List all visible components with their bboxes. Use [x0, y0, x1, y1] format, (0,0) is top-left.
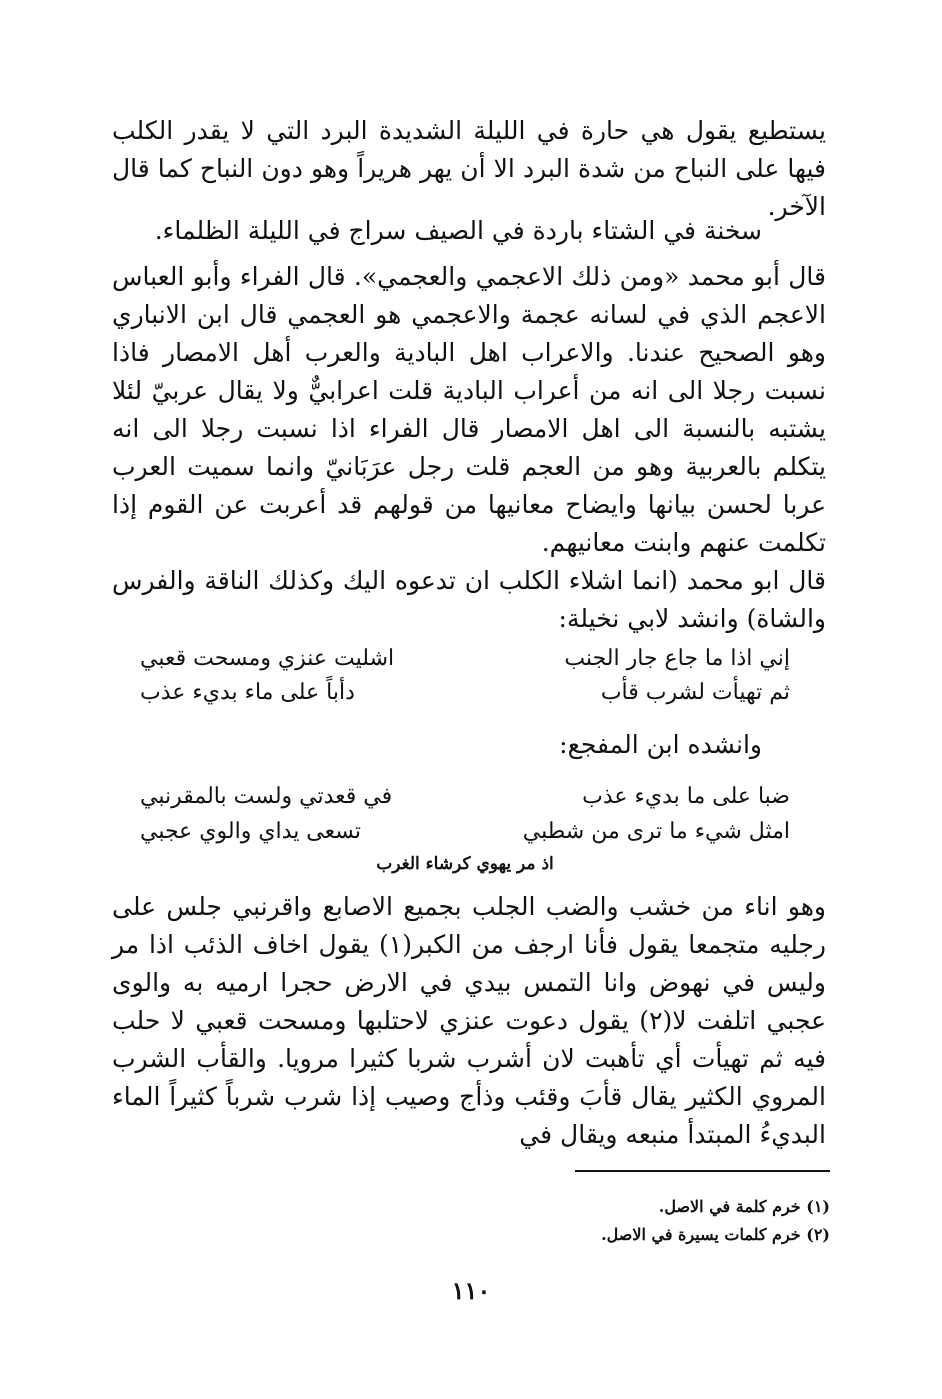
paragraph-5: وانشده ابن المفجع:: [559, 730, 762, 759]
verse-line: [140, 642, 790, 676]
footnote-divider: [575, 1170, 830, 1172]
paragraph-6: وهو اناء من خشب والضب الجلب بجميع الاصابع واقرنبي جلس على رجليه متجمعا يقول فأنا ارجف من الكبر(١) يقول اخاف الذئب اذا مر وليس في نهوض وانا التمس بيدي في الارض حجرا ارميه به والوى عجبي اتلفت لا(٢) يقول دعوت عنزي لاحتلبها ومسحت قعبي لا حلب فيه ثم تهيأت أي تأهبت لان أشرب شربا كثيرا مرويا. والقأب الشرب المروي الكثير يقال قأبَ وقئب وذأج وصيب إذا شرب شرباً كثيراً الماء البديءُ المبتدأ منبعه ويقال في: [112, 892, 826, 1149]
verse-second-hemistich: تسعى يداي والوي عجبي: [140, 819, 362, 844]
verse-line: [140, 780, 790, 814]
verse-second-hemistich: اشليت عنزي ومسحت قعبي: [140, 646, 395, 671]
verse-first-hemistich: امثل شيء ما ترى من شطبي: [522, 819, 790, 844]
verse-first-hemistich: ثم تهيأت لشرب قأب: [600, 680, 790, 705]
page-number: ١١٠: [451, 1276, 491, 1305]
paragraph-1: يستطيع يقول هي حارة في الليلة الشديدة البرد التي لا يقدر الكلب فيها على النباح من شدة البرد الا أن يهر هريراً وهو دون النباح كما قال الآخر.: [112, 116, 826, 221]
verse-second-hemistich: دأباً على ماء بديء عذب: [140, 680, 355, 705]
footnote-1: (١) خرم كلمة في الاصل.: [658, 1197, 830, 1216]
verse-first-hemistich: إني اذا ما جاع جار الجنب: [564, 646, 790, 671]
paragraph-2: سخنة في الشتاء باردة في الصيف سراج في الليلة الظلماء.: [154, 216, 762, 245]
footnote-2: (٢) خرم كلمات يسيرة في الاصل.: [601, 1225, 830, 1244]
verse-second-hemistich: في قعدتي ولست بالمقرنبي: [140, 784, 393, 809]
verse-first-hemistich: ضبا على ما بديء عذب: [582, 784, 790, 809]
paragraph-4: قال ابو محمد (انما اشلاء الكلب ان تدعوه اليك وكذلك الناقة والفرس والشاة) وانشد لابي نخيلة:: [112, 566, 826, 633]
verse-line: [140, 676, 790, 710]
verse-line: [140, 815, 790, 849]
verse-caption: اذ مر يهوي كرشاء الغرب: [376, 854, 554, 874]
paragraph-3: قال أبو محمد «ومن ذلك الاعجمي والعجمي». قال الفراء وأبو العباس الاعجم الذي في لسانه عجمة والاعجمي هو العجمي قال ابن الانباري وهو الصحيح عندنا. والاعراب اهل البادية والعرب أهل الامصار فاذا نسبت رجلا الى انه من أعراب البادية قلت اعرابيٌّ ولا يقال عربيّ لئلا يشتبه بالنسبة الى اهل الامصار قال الفراء اذا نسبت رجلا الى انه يتكلم بالعربية وهو من العجم قلت رجل عرَبَانيّ وانما سميت العرب عربا لحسن بيانها وايضاح معانيها من قولهم قد أعربت عن القوم إذا تكلمت عنهم وابنت معانيهم.: [112, 262, 826, 557]
